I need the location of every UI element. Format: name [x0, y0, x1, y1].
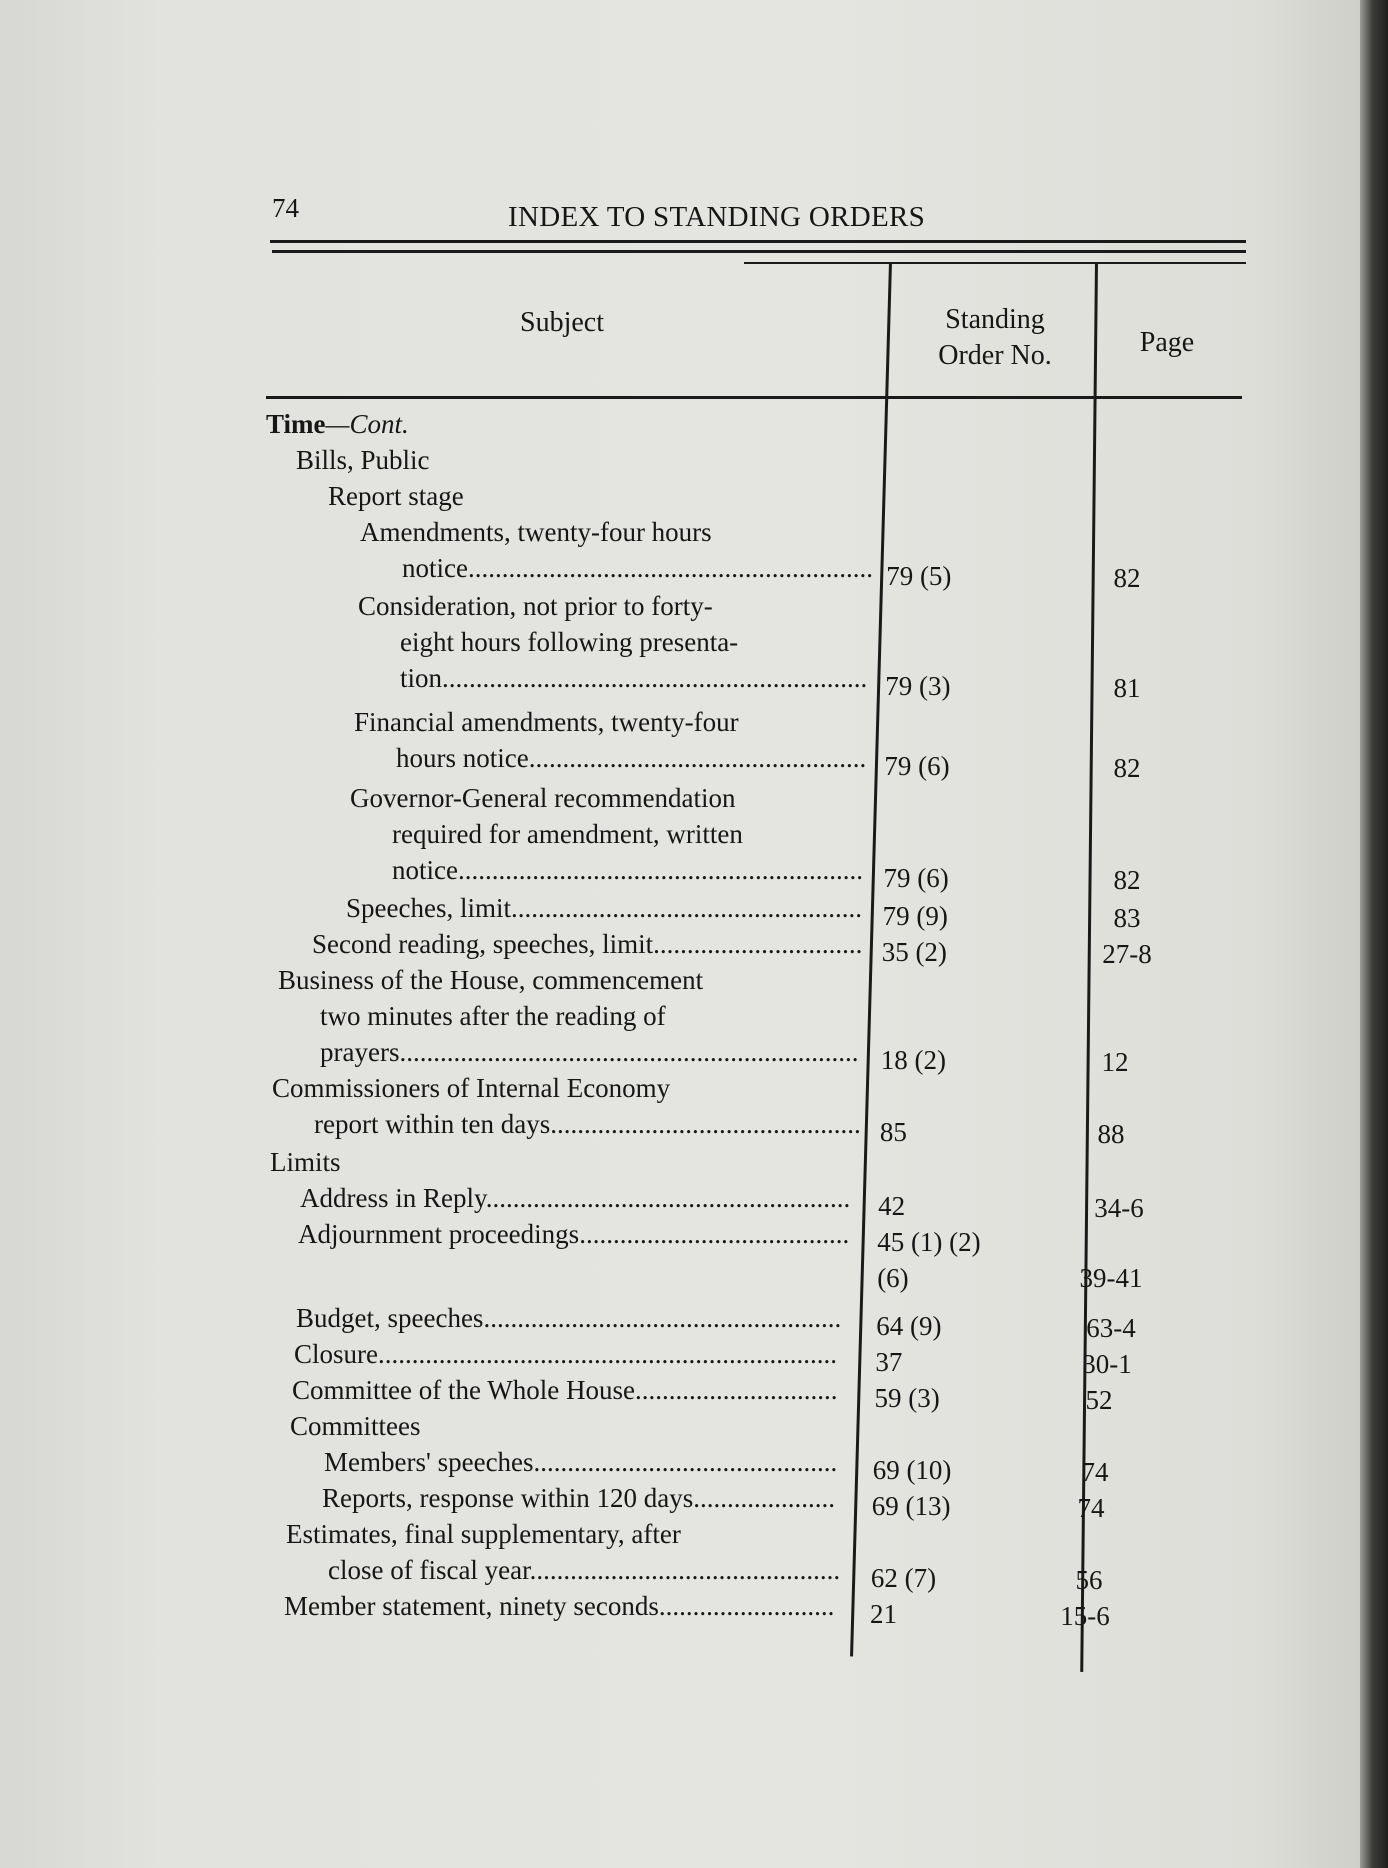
entry-subject-text: Adjournment proceedings: [298, 1219, 580, 1249]
entry-line: [298, 1216, 849, 1252]
entry-line: [320, 998, 666, 1034]
entry-page: 81: [1113, 673, 1141, 703]
entry-page: 83: [1113, 903, 1141, 933]
heading-italic: —Cont.: [325, 409, 409, 439]
entry-line: [296, 1300, 841, 1336]
dot-leader: ..............................................: [550, 1109, 861, 1139]
dot-leader: ....................................................................: [399, 1037, 859, 1067]
entry-line: [328, 478, 464, 514]
dot-leader: ............................................................: [457, 855, 863, 885]
entry-subject-text: Member statement, ninety seconds: [284, 1591, 659, 1621]
entry-subject-text: required for amendment, written: [392, 819, 743, 849]
entry-standing-order: 69 (13): [871, 1491, 951, 1521]
entry-page: 30-1: [1082, 1349, 1132, 1379]
entry-subject-text: Committee of the Whole House: [292, 1375, 635, 1405]
entry-page: 88: [1097, 1119, 1125, 1149]
page-number: 74: [272, 193, 299, 223]
entry-subject-text: Budget, speeches: [296, 1303, 484, 1333]
entry-subject-text: Second reading, speeches, limit: [312, 929, 654, 959]
entry-standing-order: 35 (2): [881, 937, 947, 967]
entry-standing-order: 79 (9): [882, 901, 948, 931]
dot-leader: ..............................: [634, 1375, 838, 1405]
entry-subject-text: Limits: [270, 1147, 341, 1177]
dot-leader: .....................: [693, 1483, 835, 1513]
dot-leader: ............................................................: [467, 553, 873, 583]
entry-subject-text: Members' speeches: [324, 1447, 534, 1477]
entry-subject-text: Financial amendments, twenty-four: [354, 707, 739, 737]
entry-line: [354, 704, 739, 740]
entry-standing-order: 37: [875, 1347, 903, 1377]
column-header-subject: Subject: [520, 307, 604, 338]
entry-subject-text: Commissioners of Internal Economy: [272, 1073, 671, 1103]
entry-line: [278, 962, 703, 998]
entry-subject-text: notice: [402, 553, 468, 583]
entry-standing-order: 79 (3): [885, 671, 951, 701]
entry-line: [360, 514, 712, 550]
entry-standing-order: 42: [878, 1191, 906, 1221]
entry-line: [346, 890, 862, 926]
entry-standing-order: 18 (2): [880, 1045, 947, 1075]
entry-subject-text: Reports, response within 120 days: [322, 1483, 694, 1513]
entry-subject-text: Address in Reply: [300, 1183, 486, 1213]
entry-line: [300, 1180, 850, 1216]
entry-subject-text: Report stage: [328, 481, 464, 511]
entry-standing-order: 21: [870, 1599, 897, 1629]
entry-subject-text: Closure: [294, 1339, 378, 1369]
entry-page: 12: [1101, 1047, 1129, 1077]
entry-page: 56: [1075, 1565, 1103, 1595]
entry-page: 39-41: [1079, 1263, 1143, 1293]
column-header-page: Page: [1139, 327, 1195, 358]
dot-leader: ....................................................................: [378, 1339, 837, 1369]
entry-line: [402, 550, 873, 586]
entry-line: [296, 442, 430, 478]
entry-line: [350, 780, 736, 816]
entry-page: 74: [1081, 1457, 1109, 1487]
dot-leader: .....................................................: [483, 1303, 842, 1333]
heading-bold: Time: [266, 409, 326, 439]
entry-subject-text: Estimates, final supplementary, after: [286, 1519, 681, 1549]
entry-line: [400, 624, 738, 660]
entry-line: [270, 1144, 341, 1180]
entry-subject-text: notice: [392, 855, 458, 885]
entry-subject-text: tion: [400, 663, 443, 693]
entry-line: [314, 1106, 861, 1142]
dot-leader: ....................................................: [510, 893, 862, 923]
dot-leader: ..............................................: [529, 1555, 841, 1585]
entry-line: [400, 660, 867, 696]
dot-leader: ..................................................: [528, 743, 867, 773]
entry-standing-order: 62 (7): [870, 1563, 937, 1593]
entry-page: 52: [1085, 1385, 1113, 1415]
entry-line: [324, 1444, 837, 1480]
entry-line: [284, 1588, 834, 1624]
entry-subject-text: hours notice: [396, 743, 529, 773]
entry-line: [392, 816, 743, 852]
dot-leader: ......................................................: [485, 1183, 851, 1213]
entry-line: [312, 926, 862, 962]
entry-subject-text: Bills, Public: [296, 445, 430, 475]
entry-subject-text: report within ten days: [314, 1109, 551, 1139]
entry-line: [286, 1516, 681, 1552]
entry-page: 82: [1113, 563, 1141, 593]
entry-standing-order: 79 (6): [883, 863, 949, 893]
standing-order-header-line1: Standing: [945, 304, 1045, 335]
entry-subject-text: Amendments, twenty-four hours: [360, 517, 712, 547]
entry-page: 82: [1113, 753, 1141, 783]
entry-subject-text: Consideration, not prior to forty-: [358, 591, 713, 621]
entry-line: [392, 852, 863, 888]
dot-leader: ........................................: [579, 1219, 850, 1249]
entry-standing-order: 79 (6): [884, 751, 950, 781]
entry-line: [328, 1552, 840, 1588]
entry-standing-order-continued: (6): [877, 1263, 909, 1293]
entry-page: 63-4: [1086, 1313, 1136, 1343]
entry-line: [358, 588, 713, 624]
dot-leader: ...............................................................: [442, 663, 868, 693]
entry-subject-text: Speeches, limit: [346, 893, 511, 923]
entry-standing-order: 85: [879, 1117, 907, 1147]
dot-leader: ..........................: [658, 1591, 835, 1621]
entry-page: 74: [1077, 1493, 1105, 1523]
entry-line: [320, 1034, 858, 1070]
entry-subject-text: Committees: [290, 1411, 421, 1441]
entry-subject-text: eight hours following presenta-: [400, 627, 739, 657]
entry-page: 15-6: [1060, 1601, 1110, 1631]
entry-subject-text: Business of the House, commencement: [278, 965, 704, 995]
page-title: INDEX TO STANDING ORDERS: [508, 201, 926, 233]
entry-subject-text: close of fiscal year: [328, 1555, 530, 1585]
entry-page: 82: [1113, 865, 1141, 895]
entry-standing-order: 79 (5): [886, 561, 952, 591]
entry-standing-order: 59 (3): [874, 1383, 940, 1413]
entry-subject-text: two minutes after the reading of: [320, 1001, 666, 1031]
entry-standing-order: 69 (10): [872, 1455, 952, 1485]
entry-line: [322, 1480, 835, 1516]
entry-line: [290, 1408, 421, 1444]
entry-line: [396, 740, 866, 776]
entry-page: 27-8: [1102, 939, 1152, 969]
entry-standing-order: 45 (1) (2): [877, 1227, 981, 1257]
entry-line: [292, 1372, 837, 1408]
entry-line: [272, 1070, 670, 1106]
entry-page: 34-6: [1094, 1193, 1144, 1223]
dot-leader: ...............................: [653, 929, 863, 959]
entry-line: [294, 1336, 837, 1372]
standing-order-header-line2: Order No.: [938, 340, 1052, 371]
entry-subject-text: prayers: [320, 1037, 400, 1067]
entry-subject-text: Governor-General recommendation: [350, 783, 736, 813]
entry-standing-order: 64 (9): [876, 1311, 942, 1341]
dot-leader: .............................................: [533, 1447, 838, 1477]
